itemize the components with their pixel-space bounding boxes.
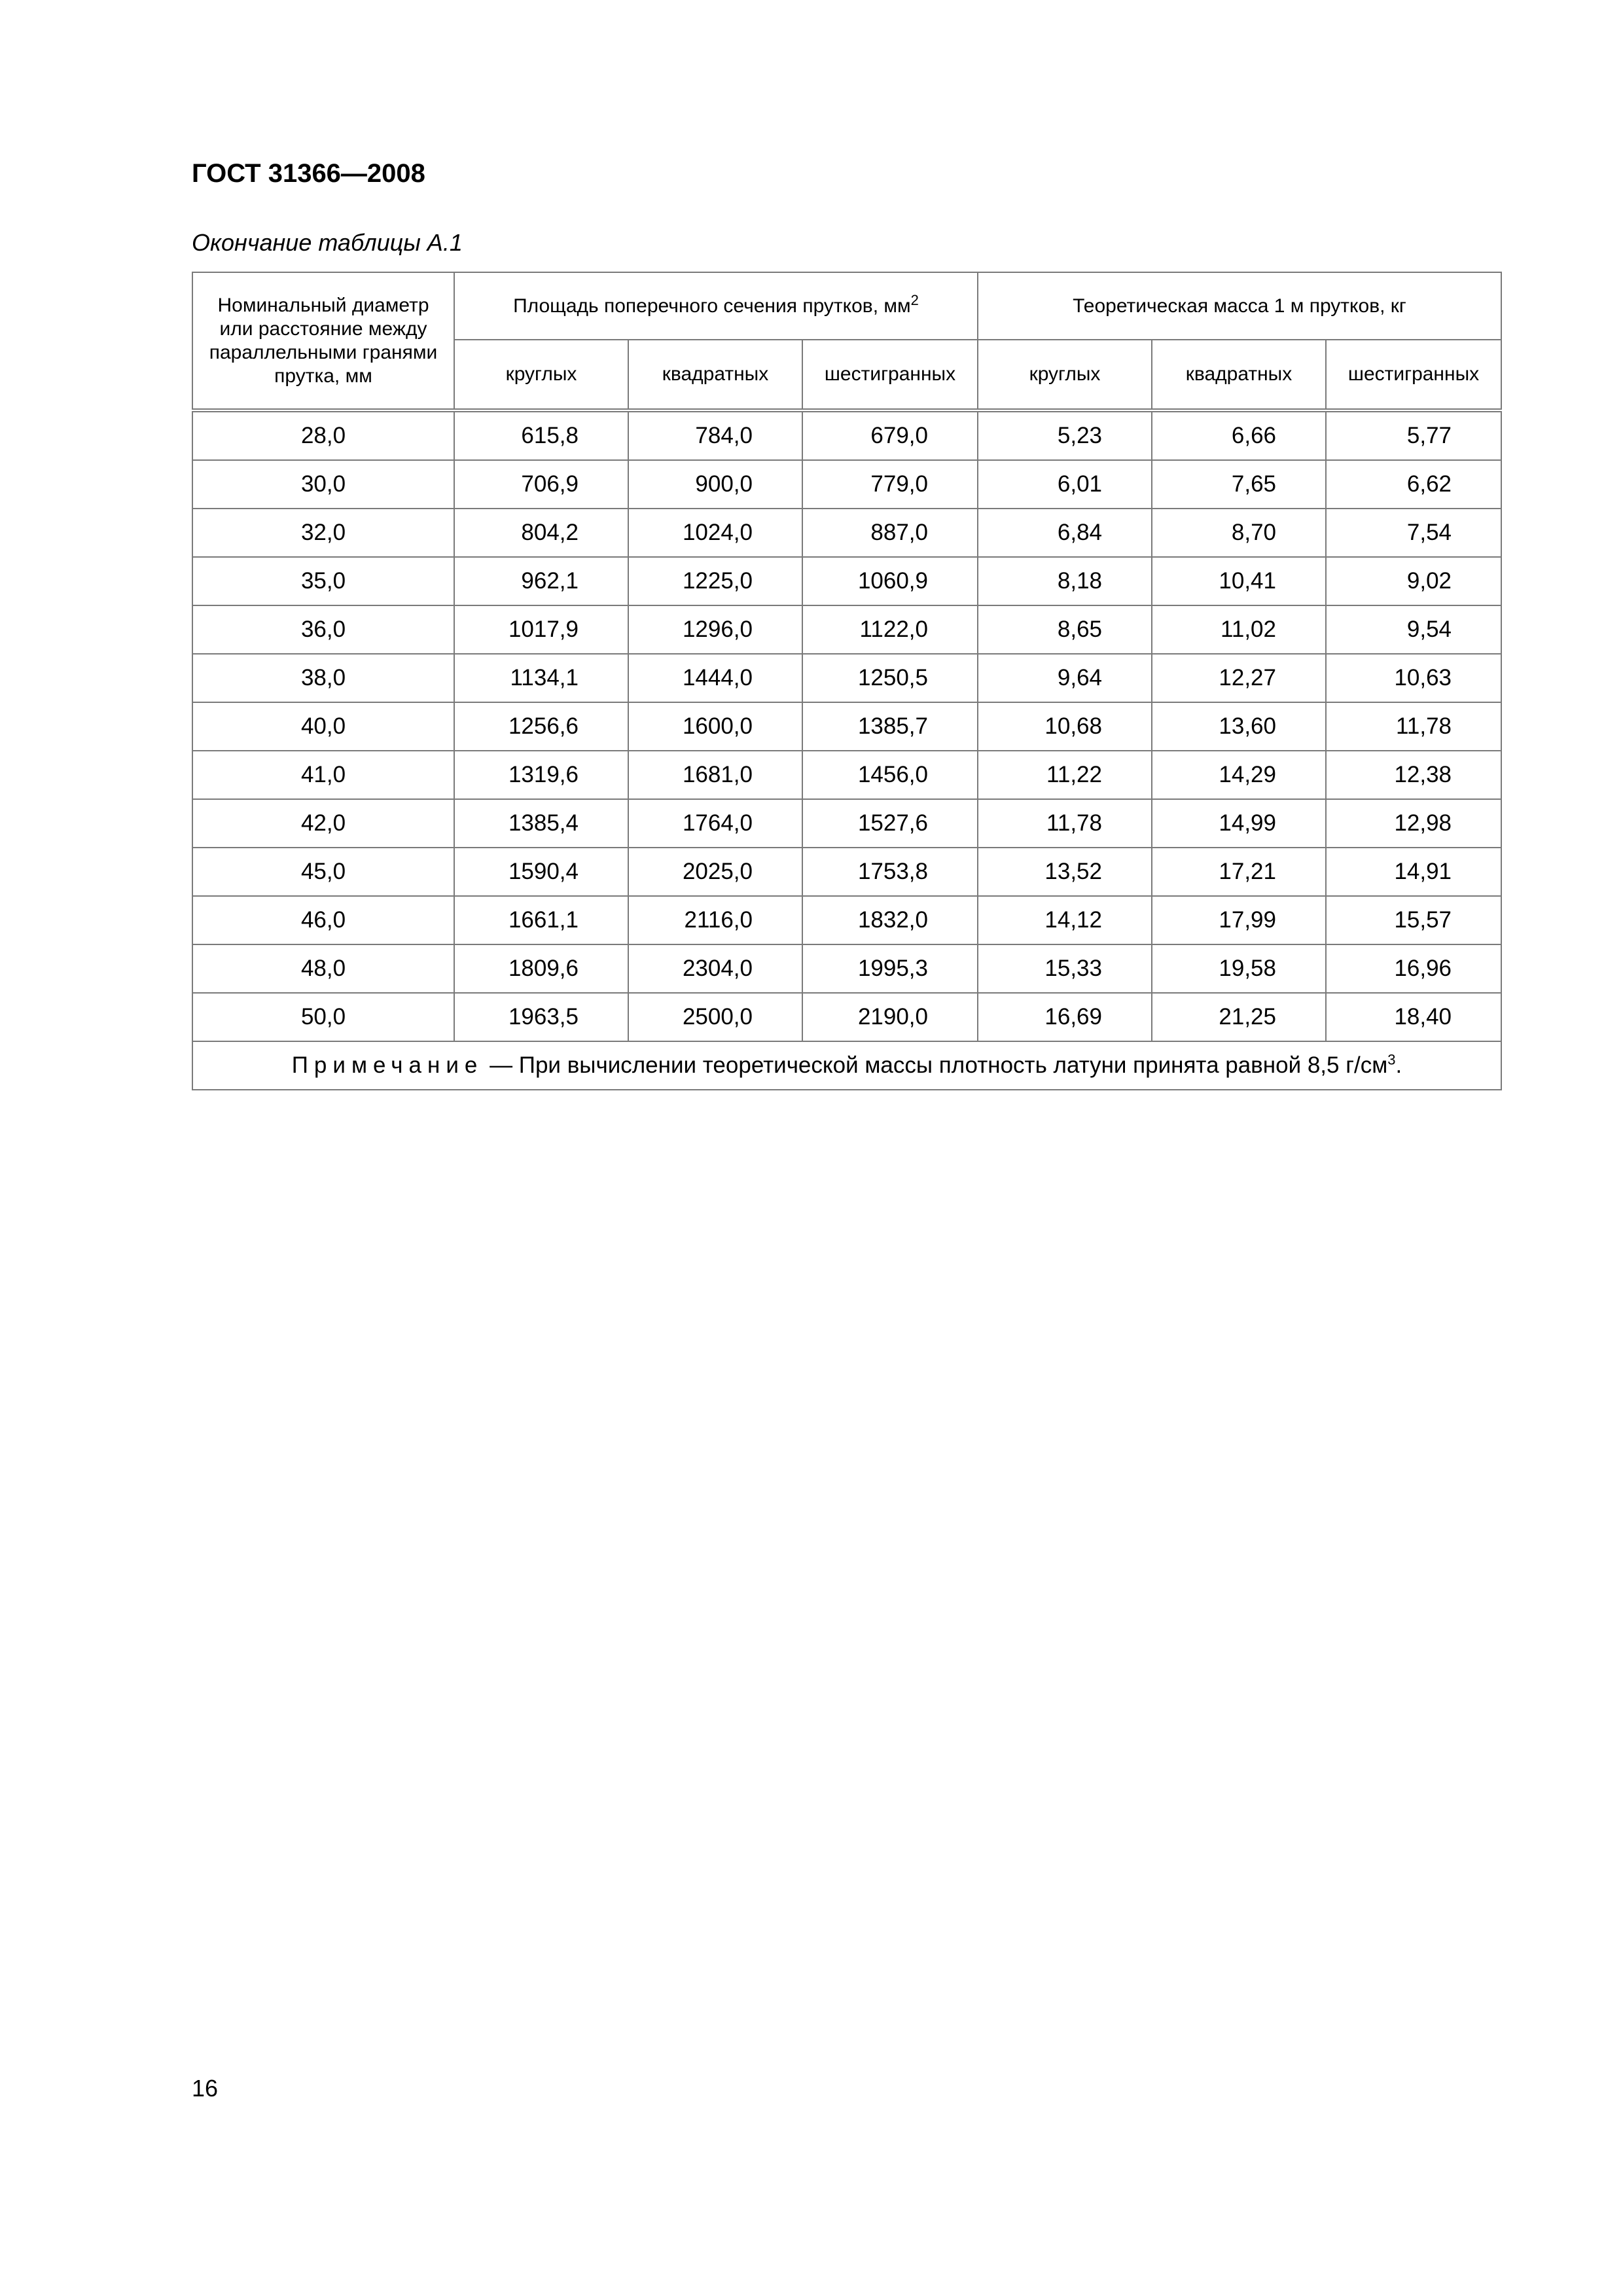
table-cell: 10,63 <box>1326 654 1501 702</box>
table-cell: 1456,0 <box>802 751 978 799</box>
table-cell: 14,91 <box>1326 848 1501 896</box>
table-cell: 1764,0 <box>628 799 802 848</box>
table-cell: 50,0 <box>192 993 454 1041</box>
table-cell: 1024,0 <box>628 509 802 557</box>
table-cell: 11,22 <box>978 751 1152 799</box>
table-cell: 1590,4 <box>454 848 628 896</box>
table-cell: 2116,0 <box>628 896 802 944</box>
table-row <box>192 848 1501 896</box>
subheader-area-square: квадратных <box>628 340 802 410</box>
table-cell: 887,0 <box>802 509 978 557</box>
table-row <box>192 751 1501 799</box>
table-cell: 1444,0 <box>628 654 802 702</box>
table-row <box>192 702 1501 751</box>
header-nominal-diameter: Номинальный диаметр или расстояние между параллельными гранями прутка, мм <box>192 272 454 410</box>
table-cell: 1250,5 <box>802 654 978 702</box>
table-cell: 679,0 <box>802 410 978 460</box>
header-area-group <box>454 272 978 340</box>
table-cell: 1600,0 <box>628 702 802 751</box>
table-cell: 30,0 <box>192 460 454 509</box>
table-body <box>192 410 1501 1041</box>
table-cell: 1809,6 <box>454 944 628 993</box>
table-cell: 1963,5 <box>454 993 628 1041</box>
table-cell: 16,69 <box>978 993 1152 1041</box>
table-cell: 16,96 <box>1326 944 1501 993</box>
table-cell: 8,18 <box>978 557 1152 605</box>
table-cell: 6,66 <box>1152 410 1326 460</box>
table-cell: 19,58 <box>1152 944 1326 993</box>
table-cell: 13,60 <box>1152 702 1326 751</box>
table-cell: 41,0 <box>192 751 454 799</box>
table-row <box>192 460 1501 509</box>
table-cell: 2304,0 <box>628 944 802 993</box>
table-cell: 804,2 <box>454 509 628 557</box>
table-cell: 11,02 <box>1152 605 1326 654</box>
subheader-area-hexagonal: шестигранных <box>802 340 978 410</box>
table-cell: 10,68 <box>978 702 1152 751</box>
table-row <box>192 654 1501 702</box>
note-label: Примечание <box>291 1052 484 1078</box>
table-cell: 28,0 <box>192 410 454 460</box>
data-table <box>192 272 1502 1090</box>
table-cell: 11,78 <box>1326 702 1501 751</box>
table-cell: 40,0 <box>192 702 454 751</box>
table-cell: 962,1 <box>454 557 628 605</box>
table-cell: 1385,4 <box>454 799 628 848</box>
table-cell: 1296,0 <box>628 605 802 654</box>
table-cell: 14,12 <box>978 896 1152 944</box>
table-cell: 1661,1 <box>454 896 628 944</box>
table-cell: 13,52 <box>978 848 1152 896</box>
table-cell: 1256,6 <box>454 702 628 751</box>
header-mass-group: Теоретическая масса 1 м прутков, кг <box>978 272 1501 340</box>
table-cell: 2500,0 <box>628 993 802 1041</box>
table-cell: 2025,0 <box>628 848 802 896</box>
table-cell: 1995,3 <box>802 944 978 993</box>
table-cell: 7,65 <box>1152 460 1326 509</box>
table-cell: 615,8 <box>454 410 628 460</box>
table-cell: 779,0 <box>802 460 978 509</box>
table-cell: 706,9 <box>454 460 628 509</box>
table-cell: 784,0 <box>628 410 802 460</box>
table-cell: 1681,0 <box>628 751 802 799</box>
document-standard-title: ГОСТ 31366—2008 <box>192 159 425 188</box>
table-cell: 1122,0 <box>802 605 978 654</box>
table-row <box>192 993 1501 1041</box>
table-cell: 1527,6 <box>802 799 978 848</box>
table-cell: 12,27 <box>1152 654 1326 702</box>
table-cell: 42,0 <box>192 799 454 848</box>
table-cell: 12,98 <box>1326 799 1501 848</box>
note-superscript: 3 <box>1387 1051 1396 1068</box>
table-row <box>192 509 1501 557</box>
table-cell: 9,54 <box>1326 605 1501 654</box>
table-cell: 7,54 <box>1326 509 1501 557</box>
header-area-group-text: Площадь поперечного сечения прутков, мм <box>513 295 911 317</box>
table-cell: 1060,9 <box>802 557 978 605</box>
table-caption: Окончание таблицы А.1 <box>192 229 463 256</box>
table-cell: 5,77 <box>1326 410 1501 460</box>
table-cell: 6,62 <box>1326 460 1501 509</box>
table-cell: 38,0 <box>192 654 454 702</box>
table-cell: 1319,6 <box>454 751 628 799</box>
page-number: 16 <box>192 2075 219 2102</box>
table-cell: 1385,7 <box>802 702 978 751</box>
table-cell: 21,25 <box>1152 993 1326 1041</box>
table-cell: 1017,9 <box>454 605 628 654</box>
table-cell: 5,23 <box>978 410 1152 460</box>
table-cell: 35,0 <box>192 557 454 605</box>
table-cell: 1753,8 <box>802 848 978 896</box>
table-cell: 36,0 <box>192 605 454 654</box>
table-cell: 46,0 <box>192 896 454 944</box>
table-row <box>192 605 1501 654</box>
table-cell: 15,33 <box>978 944 1152 993</box>
note-end: . <box>1395 1052 1402 1078</box>
table-cell: 17,99 <box>1152 896 1326 944</box>
table-cell: 6,84 <box>978 509 1152 557</box>
table-cell: 48,0 <box>192 944 454 993</box>
table-note <box>192 1041 1501 1090</box>
table-cell: 900,0 <box>628 460 802 509</box>
subheader-mass-hexagonal: шестигранных <box>1326 340 1501 410</box>
table-cell: 9,02 <box>1326 557 1501 605</box>
table-row <box>192 557 1501 605</box>
table-cell: 8,65 <box>978 605 1152 654</box>
table-row <box>192 896 1501 944</box>
table-cell: 45,0 <box>192 848 454 896</box>
table-cell: 6,01 <box>978 460 1152 509</box>
table-cell: 32,0 <box>192 509 454 557</box>
note-text: — При вычислении теоретической массы плотность латуни принята равной 8,5 г/см <box>483 1052 1388 1078</box>
table-cell: 15,57 <box>1326 896 1501 944</box>
table-row <box>192 944 1501 993</box>
subheader-area-round: круглых <box>454 340 628 410</box>
table-cell: 8,70 <box>1152 509 1326 557</box>
table-cell: 1134,1 <box>454 654 628 702</box>
subheader-mass-round: круглых <box>978 340 1152 410</box>
table-cell: 2190,0 <box>802 993 978 1041</box>
table-cell: 17,21 <box>1152 848 1326 896</box>
table-cell: 1225,0 <box>628 557 802 605</box>
table-row <box>192 410 1501 460</box>
table-cell: 11,78 <box>978 799 1152 848</box>
table-cell: 9,64 <box>978 654 1152 702</box>
table-cell: 18,40 <box>1326 993 1501 1041</box>
table-cell: 14,29 <box>1152 751 1326 799</box>
header-area-superscript: 2 <box>910 291 919 308</box>
table-cell: 1832,0 <box>802 896 978 944</box>
table-cell: 12,38 <box>1326 751 1501 799</box>
subheader-mass-square: квадратных <box>1152 340 1326 410</box>
table-cell: 14,99 <box>1152 799 1326 848</box>
table-cell: 10,41 <box>1152 557 1326 605</box>
table-row <box>192 799 1501 848</box>
